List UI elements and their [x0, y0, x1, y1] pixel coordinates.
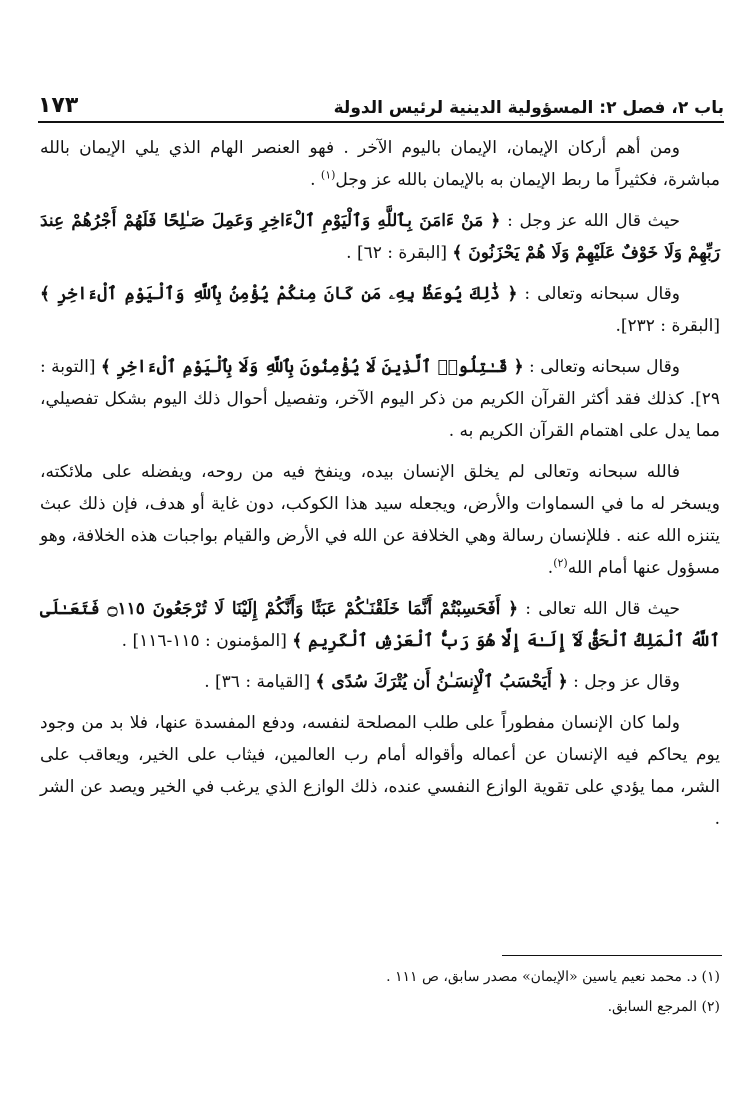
footnote-ref-1: (١) — [320, 168, 336, 182]
paragraph-5 — [40, 456, 720, 584]
quran-verse: ﴿ ذَٰلِكَ يُوعَظُ بِهِۦ مَن كَانَ مِنكُمْ يُؤْمِنُ بِٱللَّهِ وَٱلْيَوْمِ ٱلْءَاخِرِ ﴾ — [40, 284, 518, 304]
paragraph-2 — [40, 205, 720, 269]
paragraph-4 — [40, 351, 720, 447]
footnote-text: المرجع السابق. — [607, 999, 698, 1015]
footnote-number: (١) — [701, 969, 720, 985]
footnote-number: (٢) — [701, 999, 720, 1015]
footnotes — [40, 962, 720, 1022]
verse-intro: حيث قال الله عز وجل : — [500, 211, 680, 231]
verse-intro: وقال سبحانه وتعالى : — [523, 357, 681, 377]
page-header — [38, 88, 724, 118]
paragraph-8 — [40, 707, 720, 835]
paragraph-3 — [40, 278, 720, 342]
paragraph-tail: . — [310, 170, 321, 190]
quran-verse: ﴿ أَفَحَسِبْتُمْ أَنَّمَا خَلَقْنَـٰكُمْ عَبَثًا وَأَنَّكُمْ إِلَيْنَا لَا تُرْجَعُونَ ۝١١٥ فَتَعَـٰلَى ٱللَّهُ ٱلْمَلِكُ ٱلْحَقُّ لَآ إِلَـٰهَ إِلَّا هُوَ رَبُّ ٱلْعَرْشِ ٱلْكَرِيمِ ﴾ — [40, 599, 720, 651]
verse-citation: [التوبة : ٢٩]. كذلك فقد أكثر القرآن الكريم من ذكر اليوم الآخر، وتفصيل أحوال ذلك اليوم بشكل تفصيلي، مما يدل على اهتمام القرآن الكريم به . — [40, 357, 720, 441]
verse-citation: [القيامة : ٣٦] . — [204, 672, 316, 692]
main-text — [40, 132, 720, 844]
footnote-2 — [40, 992, 720, 1022]
paragraph-text: ولما كان الإنسان مفطوراً على طلب المصلحة لنفسه، ودفع المفسدة عنها، فلا بد من وجود يوم يحاكم فيه الإنسان عن أعماله وأقواله أمام رب العالمين، فيثاب على الخير، ويعاقب على الشر، مما يؤدي على تقوية الوازع النفسي عنده، ذلك الوازع الذي يرغب في الخير ويصد عن الشر . — [40, 713, 720, 829]
verse-intro: حيث قال الله تعالى : — [518, 599, 680, 619]
paragraph-1 — [40, 132, 720, 196]
quran-verse: ﴿ مَنْ ءَامَنَ بِٱللَّهِ وَٱلْيَوْمِ ٱلْءَاخِرِ وَعَمِلَ صَـٰلِحًا فَلَهُمْ أَجْرُهُمْ عِندَ رَبِّهِمْ وَلَا خَوْفٌ عَلَيْهِمْ وَلَا هُمْ يَحْزَنُونَ ﴾ — [40, 211, 720, 263]
verse-citation: [المؤمنون : ١١٥-١١٦] . — [121, 631, 293, 651]
footnote-ref-2: (٢) — [553, 556, 568, 570]
footnote-text: د. محمد نعيم ياسين «الإيمان» مصدر سابق، ص ١١١ . — [386, 969, 698, 985]
page-number: ١٧٣ — [38, 93, 79, 118]
verse-citation: [البقرة : ٢٣٢]. — [615, 316, 720, 336]
header-rule — [38, 121, 724, 123]
quran-verse: ﴿ قَـٰتِلُوا۟ ٱلَّذِينَ لَا يُؤْمِنُونَ بِٱللَّهِ وَلَا بِٱلْيَوْمِ ٱلْءَاخِرِ ﴾ — [100, 357, 524, 377]
verse-intro: وقال عز وجل : — [567, 672, 680, 692]
footnote-1 — [40, 962, 720, 992]
footnote-rule — [502, 955, 722, 956]
paragraph-tail: . — [547, 558, 554, 578]
paragraph-7 — [40, 666, 720, 698]
paragraph-text: فالله سبحانه وتعالى لم يخلق الإنسان بيده، وينفخ فيه من روحه، ويفضله على ملائكته، ويسخر له ما في السماوات والأرض، ويجعله سيد هذا الكوكب، دون غاية أو هدف، فإن ذلك عبث يتنزه الله عنه . فللإنسان رسالة وهي الخلافة عن الله في الأرض والقيام بواجبات هذه الخلافة، وهو مسؤول عنها أمام الله — [40, 462, 720, 578]
paragraph-text: ومن أهم أركان الإيمان، الإيمان باليوم الآخر . فهو العنصر الهام الذي يلي الإيمان بالله مباشرة، فكثيراً ما ربط الإيمان به بالإيمان بالله عز وجل — [40, 138, 720, 190]
quran-verse: ﴿ أَيَحْسَبُ ٱلْإِنسَـٰنُ أَن يُتْرَكَ سُدًى ﴾ — [315, 672, 568, 692]
paragraph-6 — [40, 593, 720, 657]
verse-intro: وقال سبحانه وتعالى : — [517, 284, 680, 304]
verse-citation: [البقرة : ٦٢] . — [346, 243, 453, 263]
running-title: باب ٢، فصل ٢: المسؤولية الدينية لرئيس الدولة — [333, 98, 724, 118]
